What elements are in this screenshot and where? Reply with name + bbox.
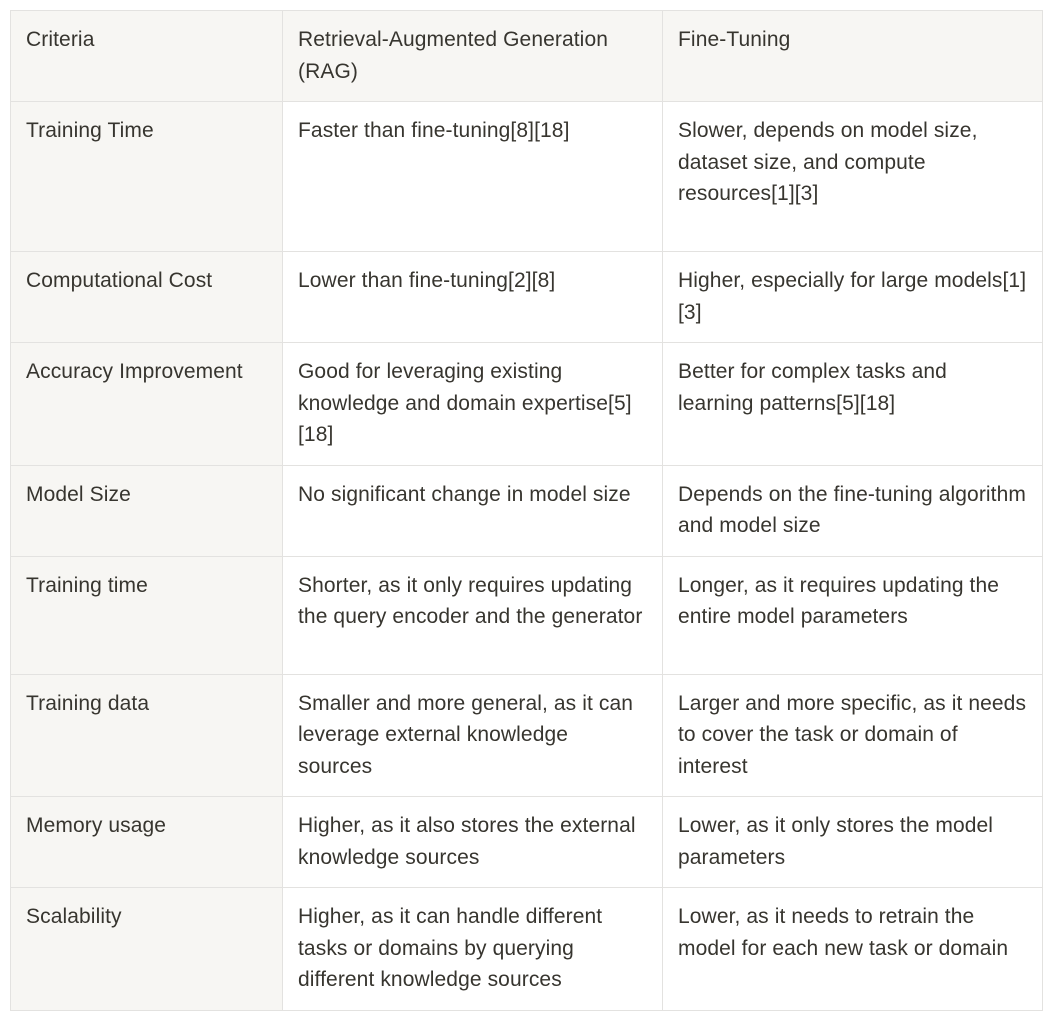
criteria-cell: Scalability [11,888,283,1011]
fine-tuning-cell: Lower, as it needs to retrain the model for each new task or domain [663,888,1043,1011]
table-row [11,252,1043,343]
fine-tuning-cell: Higher, especially for large models[1][3] [663,252,1043,343]
header-fine-tuning: Fine-Tuning [663,11,1043,102]
table-header [11,11,1043,102]
comparison-table [10,10,1043,1011]
criteria-cell: Training time [11,556,283,674]
table-row [11,102,1043,252]
criteria-cell: Computational Cost [11,252,283,343]
table-row [11,343,1043,466]
fine-tuning-cell: Slower, depends on model size, dataset size, and compute resources[1][3] [663,102,1043,252]
rag-cell: Higher, as it can handle different tasks or domains by querying different knowledge sources [283,888,663,1011]
criteria-cell: Training Time [11,102,283,252]
fine-tuning-cell: Better for complex tasks and learning patterns[5][18] [663,343,1043,466]
header-rag: Retrieval-Augmented Generation (RAG) [283,11,663,102]
fine-tuning-cell: Longer, as it requires updating the entire model parameters [663,556,1043,674]
rag-cell: Lower than fine-tuning[2][8] [283,252,663,343]
header-row [11,11,1043,102]
rag-cell: No significant change in model size [283,465,663,556]
rag-cell: Faster than fine-tuning[8][18] [283,102,663,252]
table-row [11,674,1043,797]
criteria-cell: Training data [11,674,283,797]
rag-cell: Good for leveraging existing knowledge and domain expertise[5][18] [283,343,663,466]
criteria-cell: Model Size [11,465,283,556]
header-criteria: Criteria [11,11,283,102]
fine-tuning-cell: Larger and more specific, as it needs to cover the task or domain of interest [663,674,1043,797]
table-row [11,888,1043,1011]
table-row [11,797,1043,888]
rag-cell: Smaller and more general, as it can leverage external knowledge sources [283,674,663,797]
table-row [11,556,1043,674]
table-body [11,102,1043,1011]
rag-cell: Shorter, as it only requires updating the query encoder and the generator [283,556,663,674]
fine-tuning-cell: Lower, as it only stores the model parameters [663,797,1043,888]
criteria-cell: Accuracy Improvement [11,343,283,466]
table-row [11,465,1043,556]
fine-tuning-cell: Depends on the fine-tuning algorithm and model size [663,465,1043,556]
comparison-table-container [10,10,1042,1011]
criteria-cell: Memory usage [11,797,283,888]
rag-cell: Higher, as it also stores the external knowledge sources [283,797,663,888]
